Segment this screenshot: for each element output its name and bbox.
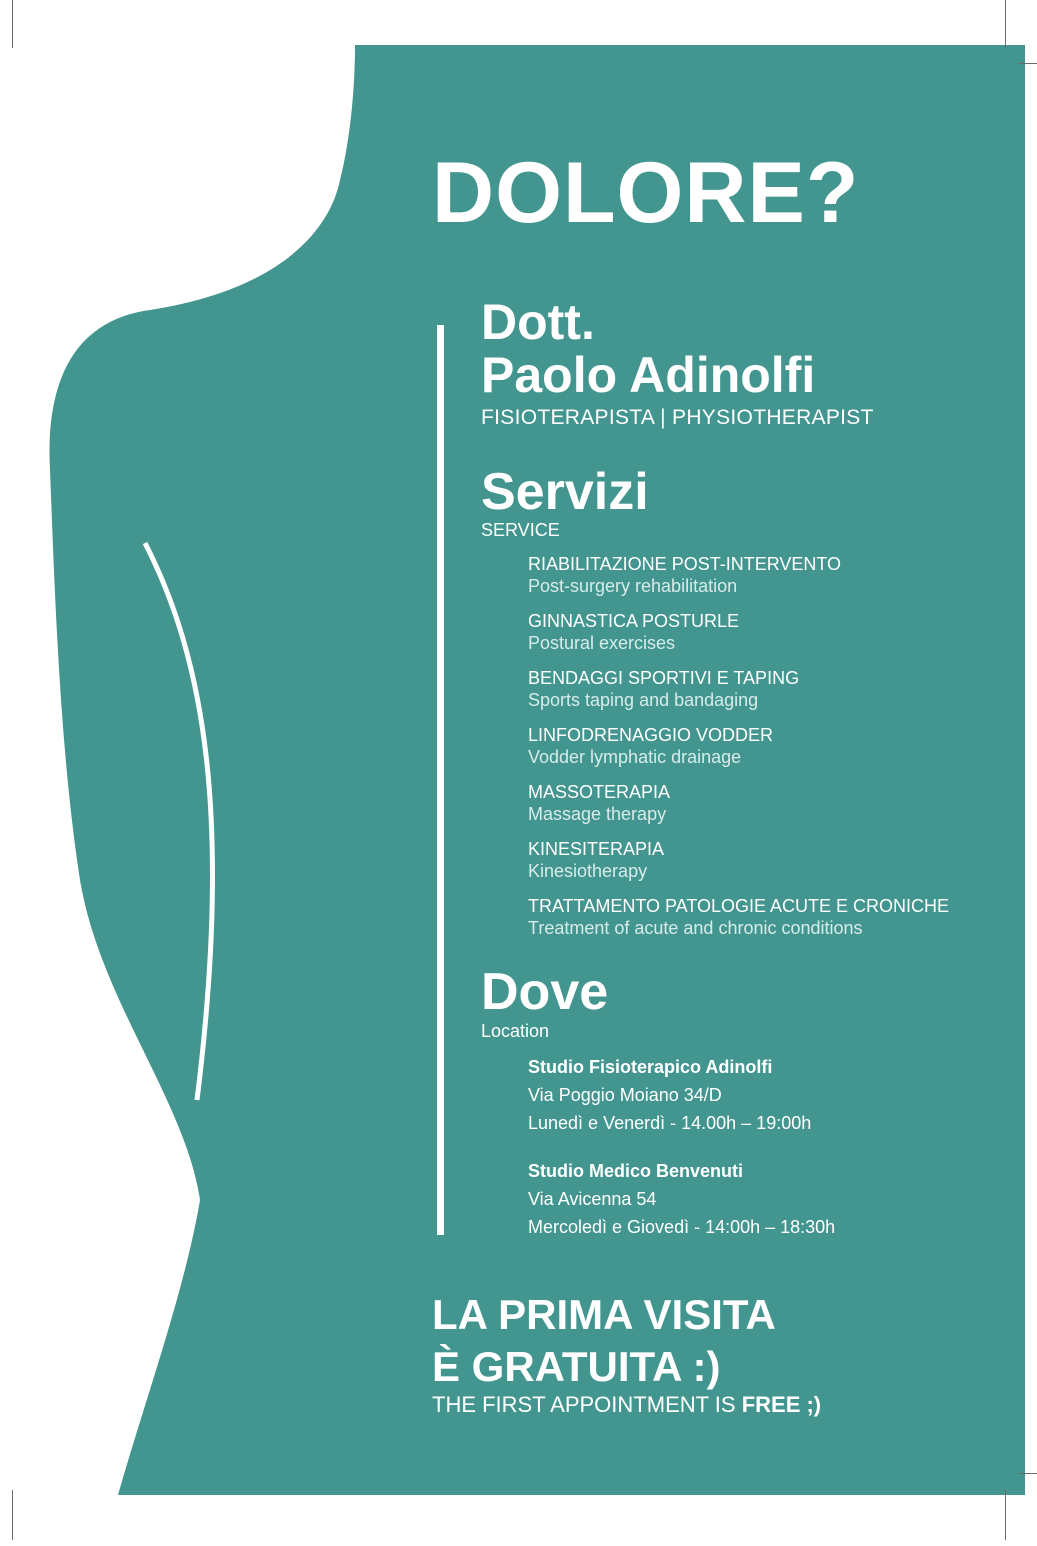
- list-item: [528, 610, 949, 667]
- doctor-role: FISIOTERAPISTA | PHYSIOTHERAPIST: [481, 406, 874, 429]
- cta-line-2: È GRATUITA :): [432, 1343, 721, 1390]
- services-list: [528, 553, 949, 952]
- list-item: [528, 895, 949, 952]
- crop-mark: [1018, 63, 1037, 64]
- cta-subtitle: [432, 1392, 821, 1418]
- crop-mark: [1018, 1473, 1037, 1474]
- studio-address: Via Poggio Moiano 34/D: [528, 1085, 722, 1105]
- service-name: BENDAGGI SPORTIVI E TAPING: [528, 668, 800, 688]
- cta-line-1: LA PRIMA VISITA: [432, 1291, 776, 1338]
- crop-mark: [1005, 0, 1006, 48]
- studio-hours: Mercoledì e Giovedì - 14:00h – 18:30h: [528, 1217, 836, 1237]
- service-translation: Kinesiotherapy: [528, 861, 648, 881]
- services-subtitle: SERVICE: [481, 520, 560, 540]
- service-name: TRATTAMENTO PATOLOGIE ACUTE E CRONICHE: [528, 896, 950, 916]
- list-item: [528, 781, 949, 838]
- location-subtitle: Location: [481, 1021, 550, 1041]
- vertical-divider: [437, 325, 444, 1235]
- studio-block: [528, 1157, 835, 1241]
- list-item: [528, 553, 949, 610]
- headline: DOLORE?: [432, 145, 860, 241]
- service-name: LINFODRENAGGIO VODDER: [528, 725, 774, 745]
- service-translation: Treatment of acute and chronic conditions: [528, 918, 863, 938]
- service-name: KINESITERAPIA: [528, 839, 665, 859]
- studio-name: Studio Medico Benvenuti: [528, 1161, 744, 1181]
- studio-block: [528, 1053, 811, 1137]
- studio-address: Via Avicenna 54: [528, 1189, 657, 1209]
- studio-name: Studio Fisioterapico Adinolfi: [528, 1057, 773, 1077]
- crop-mark: [12, 0, 13, 48]
- cta-subtitle-emphasis: FREE ;): [741, 1392, 822, 1417]
- doctor-name-block: [481, 296, 815, 401]
- service-translation: Vodder lymphatic drainage: [528, 747, 742, 767]
- service-translation: Post-surgery rehabilitation: [528, 576, 738, 596]
- service-name: GINNASTICA POSTURLE: [528, 611, 740, 631]
- doctor-name: Paolo Adinolfi: [481, 346, 816, 403]
- doctor-title: Dott.: [481, 294, 595, 350]
- service-translation: Postural exercises: [528, 633, 676, 653]
- location-title: Dove: [481, 963, 609, 1021]
- crop-mark: [1005, 1490, 1006, 1540]
- cta-subtitle-text: THE FIRST APPOINTMENT IS: [432, 1392, 742, 1417]
- studio-hours: Lunedì e Venerdì - 14.00h – 19:00h: [528, 1113, 812, 1133]
- services-title: Servizi: [481, 463, 649, 521]
- service-name: RIABILITAZIONE POST-INTERVENTO: [528, 554, 842, 574]
- crop-mark: [12, 1490, 13, 1540]
- service-translation: Massage therapy: [528, 804, 667, 824]
- service-name: MASSOTERAPIA: [528, 782, 671, 802]
- service-translation: Sports taping and bandaging: [528, 690, 759, 710]
- list-item: [528, 724, 949, 781]
- list-item: [528, 667, 949, 724]
- list-item: [528, 838, 949, 895]
